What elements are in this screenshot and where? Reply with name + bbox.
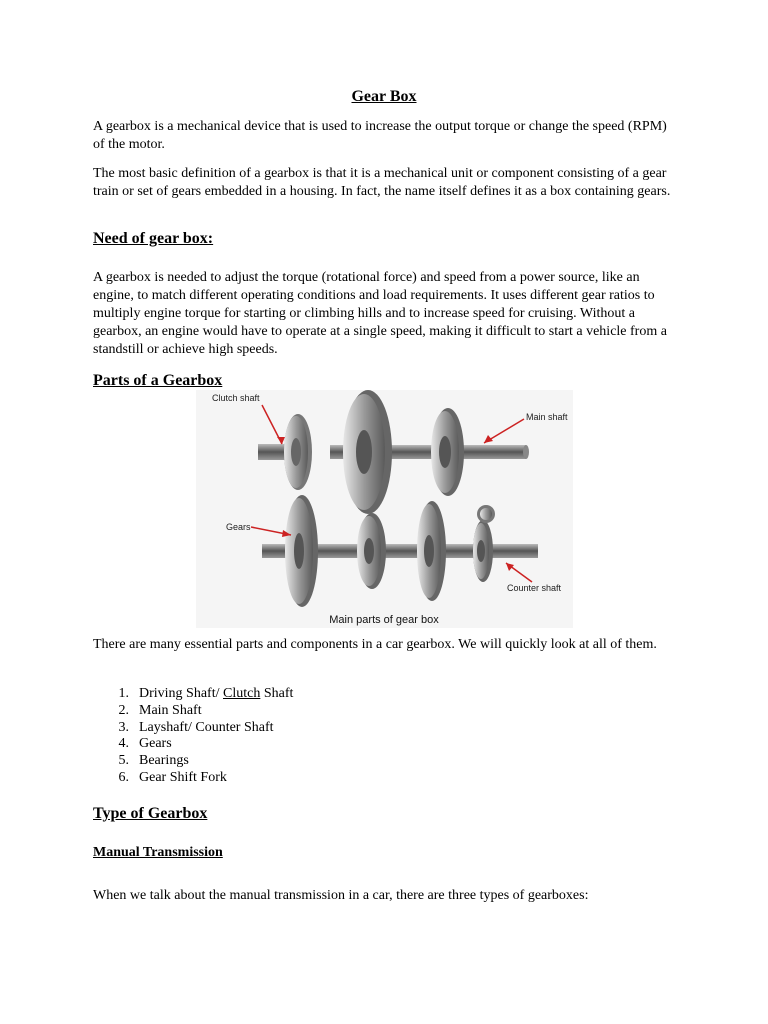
main-gear-2: [431, 408, 464, 496]
list-item: 6. Gear Shift Fork: [118, 769, 227, 785]
counter-gear-1: [285, 495, 318, 607]
list-item: 2. Main Shaft: [118, 702, 202, 718]
intro-paragraph-1: A gearbox is a mechanical device that is used to increase the output torque or change the speed (RPM) of the motor.: [93, 119, 667, 152]
counter-gear-3: [417, 501, 446, 601]
gearbox-diagram: [196, 390, 573, 628]
list-item: 3. Layshaft/ Counter Shaft: [118, 719, 274, 735]
main-gear-1: [343, 390, 392, 514]
figure-caption: Main parts of gear box: [329, 614, 439, 626]
types-paragraph: When we talk about the manual transmission in a car, there are three types of gearboxes:: [93, 888, 589, 903]
counter-gear-2: [357, 513, 386, 589]
main-shaft-end: [523, 445, 529, 459]
intro-paragraph-2: The most basic definition of a gearbox is that it is a mechanical unit or component consisting of a gear train or set of gears embedded in a housing. In fact, the name itself defines it as a box containing gears.: [93, 166, 671, 199]
list-item: 1. Driving Shaft/ Clutch Shaft: [118, 686, 294, 701]
label-main-shaft: Main shaft: [526, 412, 568, 422]
label-clutch-shaft: Clutch shaft: [212, 393, 260, 403]
clutch-gear: [284, 414, 312, 490]
section-heading-parts: Parts of a Gearbox: [93, 372, 223, 389]
counter-gear-4: [473, 520, 493, 582]
list-item: 4. Gears: [118, 736, 172, 752]
section-heading-need: Need of gear box:: [93, 230, 214, 247]
gearbox-figure: [196, 390, 573, 628]
list-item: 5. Bearings: [118, 753, 189, 769]
section-heading-types: Type of Gearbox: [93, 805, 208, 822]
label-gears: Gears: [226, 522, 251, 532]
subheading-manual-transmission: Manual Transmission: [93, 845, 223, 860]
need-paragraph: A gearbox is needed to adjust the torque (rotational force) and speed from a power source, like an engine, to match different operating conditions and load requirements. It uses different gear ratios to multiply engine torque for starting or climbing hills and to increase speed for cruising. Without a gearbox, an engine would have to operate at a single speed, making it difficult to start a vehicle from a standstill or achieve high speeds.: [93, 270, 667, 357]
parts-intro-paragraph: There are many essential parts and components in a car gearbox. We will quickly look at all of them.: [93, 637, 657, 652]
parts-list: [93, 686, 293, 787]
idler-gear: [477, 505, 495, 523]
label-counter-shaft: Counter shaft: [507, 583, 562, 593]
document-title: Gear Box: [351, 88, 417, 105]
